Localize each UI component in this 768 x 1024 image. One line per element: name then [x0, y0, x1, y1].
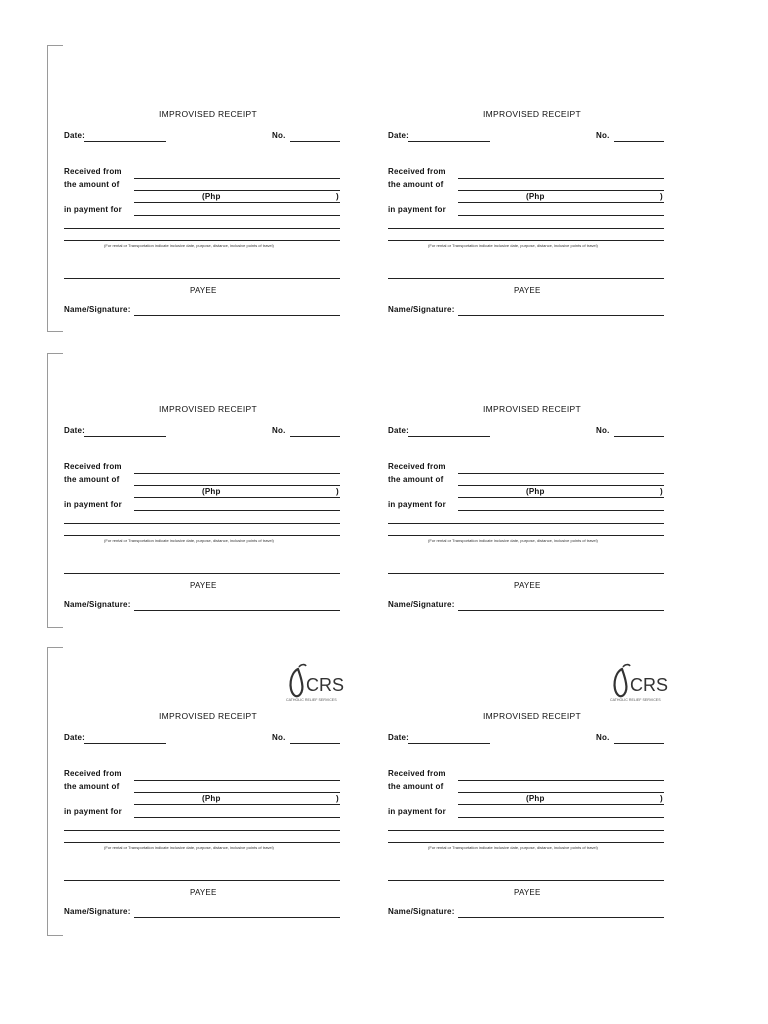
date-field-line[interactable]	[84, 436, 166, 437]
travel-note: (For rental or Transportation indicate inclusive date, purpose, distance, inclusive points of travel)	[428, 243, 598, 248]
php-close-paren: )	[660, 192, 663, 201]
number-field-line[interactable]	[614, 743, 664, 744]
receipt-card-2	[388, 109, 678, 394]
payment-for-line[interactable]	[134, 510, 340, 511]
payment-detail-line-2[interactable]	[388, 240, 664, 241]
received-from-label: Received from	[388, 462, 446, 471]
date-label: Date:	[388, 733, 410, 742]
payee-line[interactable]	[388, 880, 664, 881]
date-label: Date:	[388, 426, 410, 435]
cut-bracket-1	[47, 45, 63, 332]
amount-php-line[interactable]	[458, 202, 664, 203]
received-from-line[interactable]	[458, 473, 664, 474]
php-close-paren: )	[660, 794, 663, 803]
date-field-line[interactable]	[84, 743, 166, 744]
number-field-line[interactable]	[290, 141, 340, 142]
svg-text:CRS: CRS	[630, 675, 668, 695]
php-label: (Php	[526, 192, 545, 201]
number-label: No.	[272, 131, 286, 140]
payee-line[interactable]	[64, 880, 340, 881]
amount-label: the amount of	[64, 782, 120, 791]
payee-label: PAYEE	[190, 581, 217, 590]
payment-detail-line-2[interactable]	[64, 535, 340, 536]
receipt-title: IMPROVISED RECEIPT	[159, 711, 257, 721]
payment-for-line[interactable]	[458, 817, 664, 818]
payment-for-line[interactable]	[458, 215, 664, 216]
php-label: (Php	[202, 487, 221, 496]
svg-text:CATHOLIC RELIEF SERVICES: CATHOLIC RELIEF SERVICES	[610, 698, 661, 702]
travel-note: (For rental or Transportation indicate inclusive date, purpose, distance, inclusive points of travel)	[428, 845, 598, 850]
number-label: No.	[596, 131, 610, 140]
amount-words-line[interactable]	[134, 485, 340, 486]
number-label: No.	[272, 733, 286, 742]
cut-bracket-2	[47, 353, 63, 628]
payment-for-line[interactable]	[134, 215, 340, 216]
amount-words-line[interactable]	[458, 792, 664, 793]
payment-detail-line-1[interactable]	[64, 523, 340, 524]
date-field-line[interactable]	[408, 743, 490, 744]
payee-label: PAYEE	[190, 286, 217, 295]
receipt-title: IMPROVISED RECEIPT	[483, 109, 581, 119]
php-close-paren: )	[336, 487, 339, 496]
received-from-label: Received from	[388, 769, 446, 778]
php-close-paren: )	[336, 794, 339, 803]
payee-label: PAYEE	[514, 286, 541, 295]
amount-label: the amount of	[388, 180, 444, 189]
payment-detail-line-1[interactable]	[388, 228, 664, 229]
payee-line[interactable]	[388, 278, 664, 279]
amount-php-line[interactable]	[134, 497, 340, 498]
php-close-paren: )	[660, 487, 663, 496]
number-field-line[interactable]	[290, 436, 340, 437]
php-close-paren: )	[336, 192, 339, 201]
receipt-title: IMPROVISED RECEIPT	[483, 711, 581, 721]
number-label: No.	[596, 733, 610, 742]
signature-label: Name/Signature:	[388, 600, 455, 609]
payment-detail-line-1[interactable]	[64, 228, 340, 229]
amount-label: the amount of	[388, 475, 444, 484]
received-from-line[interactable]	[458, 178, 664, 179]
number-label: No.	[272, 426, 286, 435]
receipt-title: IMPROVISED RECEIPT	[159, 109, 257, 119]
php-label: (Php	[202, 192, 221, 201]
payee-label: PAYEE	[514, 581, 541, 590]
signature-line[interactable]	[458, 917, 664, 918]
receipt-card-4	[388, 404, 678, 689]
amount-label: the amount of	[64, 475, 120, 484]
amount-words-line[interactable]	[458, 485, 664, 486]
amount-php-line[interactable]	[134, 202, 340, 203]
payee-line[interactable]	[388, 573, 664, 574]
signature-label: Name/Signature:	[64, 907, 131, 916]
crs-logo	[284, 663, 344, 705]
signature-line[interactable]	[458, 315, 664, 316]
number-field-line[interactable]	[614, 436, 664, 437]
date-label: Date:	[388, 131, 410, 140]
signature-line[interactable]	[134, 917, 340, 918]
payment-for-label: in payment for	[64, 205, 122, 214]
signature-label: Name/Signature:	[64, 305, 131, 314]
payment-for-label: in payment for	[388, 807, 446, 816]
payment-detail-line-2[interactable]	[64, 240, 340, 241]
received-from-line[interactable]	[134, 780, 340, 781]
amount-php-line[interactable]	[458, 497, 664, 498]
travel-note: (For rental or Transportation indicate inclusive date, purpose, distance, inclusive points of travel)	[104, 243, 274, 248]
signature-label: Name/Signature:	[388, 907, 455, 916]
date-label: Date:	[64, 426, 86, 435]
date-label: Date:	[64, 733, 86, 742]
travel-note: (For rental or Transportation indicate inclusive date, purpose, distance, inclusive points of travel)	[428, 538, 598, 543]
svg-text:CRS: CRS	[306, 675, 344, 695]
signature-label: Name/Signature:	[64, 600, 131, 609]
travel-note: (For rental or Transportation indicate inclusive date, purpose, distance, inclusive points of travel)	[104, 845, 274, 850]
receipt-card-6	[388, 675, 678, 996]
number-field-line[interactable]	[290, 743, 340, 744]
amount-label: the amount of	[388, 782, 444, 791]
amount-words-line[interactable]	[458, 190, 664, 191]
php-label: (Php	[526, 794, 545, 803]
payee-label: PAYEE	[514, 888, 541, 897]
amount-php-line[interactable]	[458, 804, 664, 805]
php-label: (Php	[202, 794, 221, 803]
date-field-line[interactable]	[408, 436, 490, 437]
received-from-line[interactable]	[458, 780, 664, 781]
receipt-title: IMPROVISED RECEIPT	[483, 404, 581, 414]
signature-line[interactable]	[134, 610, 340, 611]
receipt-card-3	[64, 404, 354, 689]
payment-for-label: in payment for	[388, 500, 446, 509]
travel-note: (For rental or Transportation indicate inclusive date, purpose, distance, inclusive points of travel)	[104, 538, 274, 543]
received-from-line[interactable]	[134, 473, 340, 474]
payment-for-line[interactable]	[134, 817, 340, 818]
number-field-line[interactable]	[614, 141, 664, 142]
payment-detail-line-1[interactable]	[388, 830, 664, 831]
received-from-label: Received from	[388, 167, 446, 176]
payee-label: PAYEE	[190, 888, 217, 897]
date-label: Date:	[64, 131, 86, 140]
payment-detail-line-1[interactable]	[388, 523, 664, 524]
receipt-card-1	[64, 109, 354, 394]
payee-line[interactable]	[64, 573, 340, 574]
payment-detail-line-1[interactable]	[64, 830, 340, 831]
amount-php-line[interactable]	[134, 804, 340, 805]
signature-line[interactable]	[458, 610, 664, 611]
received-from-label: Received from	[64, 167, 122, 176]
receipt-title: IMPROVISED RECEIPT	[159, 404, 257, 414]
signature-line[interactable]	[134, 315, 340, 316]
crs-logo	[608, 663, 668, 705]
cut-bracket-3	[47, 647, 63, 936]
received-from-line[interactable]	[134, 178, 340, 179]
payment-for-label: in payment for	[64, 500, 122, 509]
received-from-label: Received from	[64, 769, 122, 778]
payment-for-line[interactable]	[458, 510, 664, 511]
date-field-line[interactable]	[408, 141, 490, 142]
payee-line[interactable]	[64, 278, 340, 279]
php-label: (Php	[526, 487, 545, 496]
payment-for-label: in payment for	[388, 205, 446, 214]
payment-detail-line-2[interactable]	[64, 842, 340, 843]
payment-detail-line-2[interactable]	[388, 842, 664, 843]
amount-label: the amount of	[64, 180, 120, 189]
amount-words-line[interactable]	[134, 190, 340, 191]
date-field-line[interactable]	[84, 141, 166, 142]
amount-words-line[interactable]	[134, 792, 340, 793]
number-label: No.	[596, 426, 610, 435]
svg-text:CATHOLIC RELIEF SERVICES: CATHOLIC RELIEF SERVICES	[286, 698, 337, 702]
payment-for-label: in payment for	[64, 807, 122, 816]
signature-label: Name/Signature:	[388, 305, 455, 314]
received-from-label: Received from	[64, 462, 122, 471]
receipt-card-5	[64, 675, 354, 996]
payment-detail-line-2[interactable]	[388, 535, 664, 536]
